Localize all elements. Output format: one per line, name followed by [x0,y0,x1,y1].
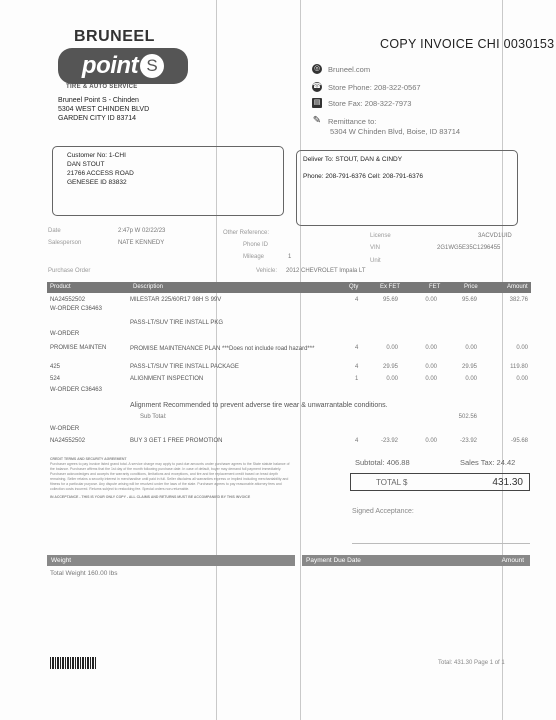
remittance-address: 5304 W Chinden Blvd, Boise, ID 83714 [330,127,461,136]
customer-box [52,146,284,216]
terms-body: Purchaser agrees to pay invoice listed grand total. A service charge may apply to past due amounts under purchaser agrees to the State statute balance of the balance. Purchaser affirms that the 1st day of the month following purchase date. In case of default, buyer may demand full payment immediately. Purchaser acknowledges and accepts the warranty conditions, limitations and exceptions, and tire and tire replacement credit based on tread depth remaining. Seller retains a security interest in merchandise until paid in full. Seller disclaims all warranties express or implied including merchantability and fitness for a particular purpose. Any dispute arising will be resolved under the laws of the state. Purchaser agrees to pay reasonable attorney fees and collection costs incurred. Returns subject to restocking fee. Special orders non-returnable. [50,462,290,491]
vehicle-label: Vehicle: [256,268,278,274]
tagline: TIRE & AUTO SERVICE [66,84,138,90]
line-item-cell: 4 [355,438,359,444]
line-item-cell: PASS-LT/SUV TIRE INSTALL PKG [130,320,224,326]
license-label: License [370,233,391,239]
line-item-cell: 95.69 [382,297,398,303]
terms-footer: IN ACCEPTANCE - THIS IS YOUR ONLY COPY - ALL CLAIMS AND RETURNS MUST BE ACCOMPANIED BY THIS INVOICE [50,495,251,499]
line-item-cell: NA24552502 [50,438,86,444]
invoice-title: COPY INVOICE CHI 0030153 [380,37,555,51]
store-city: GARDEN CITY ID 83714 [58,115,137,122]
terms-heading: CREDIT TERMS AND SECURITY AGREEMENT [50,457,127,461]
scan-line [216,0,217,720]
col-fet: FET [429,284,441,290]
logo-text: point [81,52,139,79]
line-item-cell: 0.00 [425,345,437,351]
total-weight: Total Weight 160.00 lbs [50,570,118,577]
total-box [350,473,530,491]
line-item-cell: NA24552502 [50,297,86,303]
store-name: Bruneel Point S - Chinden [58,97,139,104]
col-description: Description [133,284,164,290]
weight-bar [47,555,295,566]
deliver-box [296,150,518,226]
page-total: Total: 431.30 Page 1 of 1 [438,660,505,666]
signed-acceptance: Signed Acceptance: [352,508,414,515]
deliver-phones: Phone: 208-791-6376 Cell: 208-791-6376 [303,173,423,180]
line-item-cell: W-ORDER C36463 [50,306,102,312]
line-item-cell: 119.80 [510,364,528,370]
line-item-cell: -95.68 [510,438,528,444]
point-s-logo [58,48,188,84]
vehicle-value: 2012 CHEVROLET Impala LT [286,268,366,274]
vin-label: VIN [370,245,381,251]
contact-phone: ☎ Store Phone: 208-322-0567 [312,82,421,92]
line-item-cell: -23.92 [459,438,477,444]
col-qty: Qty [349,284,359,290]
col-price: Price [464,284,478,290]
signature-line [352,543,530,544]
contact-web: ◎ Bruneel.com [313,64,371,74]
store-address [58,96,149,123]
payment-amount-label: Amount [501,557,524,564]
subtotal: Subtotal: 406.88 [355,458,410,467]
customer-city: GENESEE ID 83832 [67,179,127,186]
line-item-cell: PROMISE MAINTEN [50,345,107,351]
col-ex-fet: Ex FET [380,284,401,290]
line-item-cell: W-ORDER C36463 [50,387,102,393]
col-product: Product [50,284,71,290]
barcode [50,657,96,669]
line-item-cell: 524 [50,376,61,382]
pen-icon: ✎ [312,115,322,126]
line-item-cell: 0.00 [425,376,437,382]
scan-line [502,0,503,720]
col-amount: Amount [507,284,528,290]
line-item-cell: 0.00 [516,376,528,382]
line-item-cell: 29.95 [382,364,398,370]
line-item-cell: -23.92 [380,438,398,444]
date-label: Date [48,228,61,234]
line-item-cell: 0.00 [465,345,477,351]
line-item-cell: 95.69 [461,297,477,303]
line-item-cell: BUY 3 GET 1 FREE PROMOTION [130,438,223,444]
phone-id-label: Phone ID [243,242,269,248]
line-item-cell: 4 [355,297,359,303]
logo-badge: S [140,54,164,78]
line-item-cell: Alignment Recommended to prevent adverse tire wear & unwarrantable conditions. [130,402,388,409]
sales-tax: Sales Tax: 24.42 [460,458,516,467]
brand-name: BRUNEEL [74,28,155,45]
payment-due-label: Payment Due Date [306,557,361,564]
salesperson-value: NATE KENNEDY [118,240,165,246]
salesperson-label: Salesperson [48,240,82,246]
remittance: ✎ Remittance to: [312,115,377,126]
line-item-cell: 0.00 [516,345,528,351]
line-item-cell: ALIGNMENT INSPECTION [130,376,204,382]
mileage-label: Mileage [243,254,265,260]
total-value: 431.30 [492,477,523,488]
line-item-cell: 0.00 [425,438,437,444]
line-item-cell: W-ORDER [50,331,80,337]
line-item-cell: 0.00 [425,297,437,303]
line-item-cell: W-ORDER [50,426,80,432]
total-label: TOTAL $ [376,478,408,487]
line-item-cell: 0.00 [386,345,398,351]
line-item-cell: 4 [355,345,359,351]
line-item-cell: 0.00 [465,376,477,382]
web-icon: ◎ [313,65,321,72]
customer-name: DAN STOUT [67,161,105,168]
customer-street: 21766 ACCESS ROAD [67,170,134,177]
line-item-cell: 0.00 [386,376,398,382]
line-item-cell: 0.00 [425,364,437,370]
phone-icon: ☎ [312,83,322,90]
store-street: 5304 WEST CHINDEN BLVD [58,106,150,113]
license-value: 3ACVD1UID [478,233,512,239]
line-item-cell: 4 [355,364,359,370]
po-label: Purchase Order [48,268,91,274]
scan-line [300,0,301,720]
line-items-header [47,282,531,293]
unit-label: Unit [370,258,381,264]
customer-number: Customer No: 1-CHI [67,152,126,159]
weight-label: Weight [51,557,72,564]
deliver-to: Deliver To: STOUT, DAN & CINDY [303,156,403,163]
line-item-cell: 29.95 [461,364,477,370]
credit-terms [50,457,295,500]
line-item-cell: 502.56 [458,414,477,420]
fax-icon: ▤ [313,99,321,106]
line-item-cell: Sub Total: [140,414,167,420]
mileage-value: 1 [288,254,292,260]
line-item-cell: 1 [355,376,359,382]
vin-value: 2G1WG5E35C1296455 [437,245,501,251]
other-ref-label: Other Reference: [223,230,270,236]
date-value: 2:47p W 02/22/23 [118,228,166,234]
line-item-cell: MILESTAR 225/60R17 98H S 99V [130,297,222,303]
line-item-cell: 382.76 [509,297,528,303]
line-item-cell: PASS-LT/SUV TIRE INSTALL PACKAGE [130,364,239,370]
line-item-cell: PROMISE MAINTENANCE PLAN ***Does not include road hazard*** [130,346,315,352]
contact-fax: ▤ Store Fax: 208-322-7973 [313,98,412,108]
line-item-cell: 425 [50,364,61,370]
payment-bar [302,555,530,566]
